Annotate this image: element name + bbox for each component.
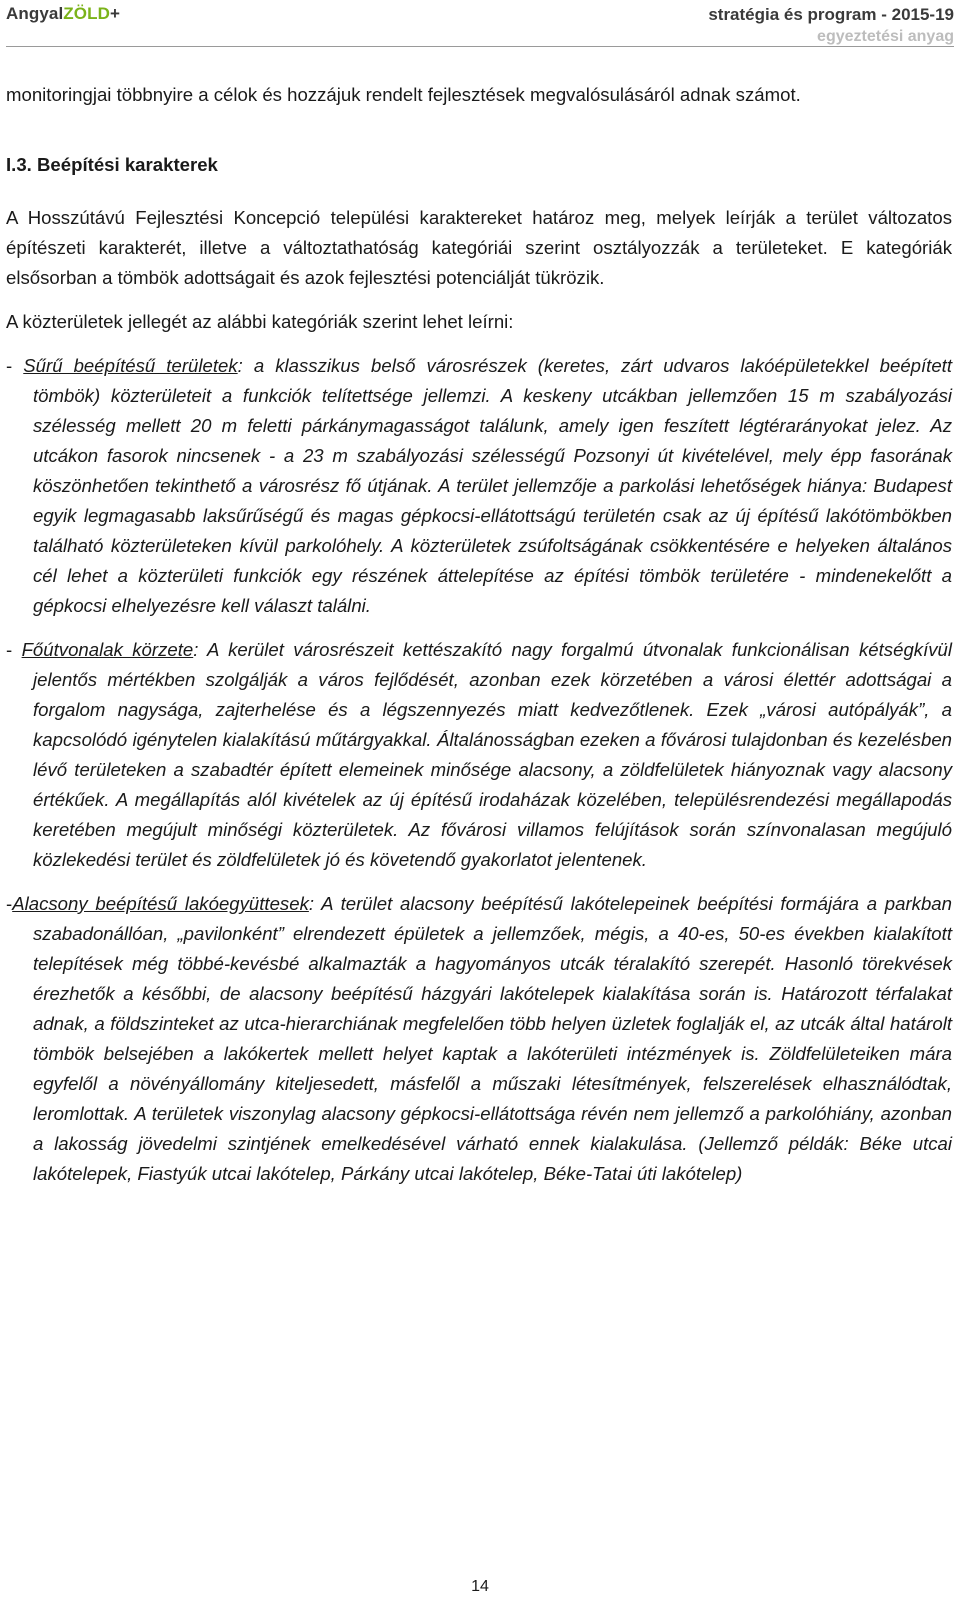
- list-item-main-roads: [6, 635, 952, 875]
- list-item-low-density-housing: [6, 889, 952, 1189]
- section-heading: I.3. Beépítési karakterek: [6, 154, 218, 175]
- list-item-term: Alacsony beépítésű lakóegyüttesek: [12, 893, 309, 914]
- list-item-term: Főútvonalak körzete: [21, 639, 194, 660]
- document-subtitle: egyeztetési anyag: [817, 28, 954, 45]
- brand-plus: +: [109, 4, 120, 23]
- document-body: [6, 80, 952, 1189]
- list-item-text: : A kerület városrészeit kettészakító nagy forgalmú útvonalak funkcionálisan kétségkívül jelentős mértékben szolgálják a város fejlődését, azonban ezek körzetében a városi élettér adottságai a forgalom nagysága, zajterhelése és a légszennyezés miatt kedvezőtlenek. Ezek „városi autópályák”, a kapcsolódó igénytelen kialakítású műtárgyakkal. Általánosságban ezeken a fővárosi tulajdonban és kezelésben lévő területeken a szabadtér épített elemeinek minősége alacsony, a zöldfelületek hiányoznak vagy alacsony értékűek. A megállapítás alól kivételek az új építésű irodaházak közelében, településrendezési megállapodás keretében megújult minőségi közterületek. Az fővárosi villamos felújítások során színvonalasan megújuló közlekedési terület és zöldfelületek jó és követendő gyakorlatot jelentenek.: [33, 639, 953, 870]
- list-item-term: Sűrű beépítésű területek: [23, 355, 238, 376]
- list-dash: -: [6, 893, 13, 914]
- list-item-text: : A terület alacsony beépítésű lakótelepeinek beépítési formájára a parkban szabadonállóan, „pavilonként” elrendezett épületek a jellemzőek, mégis, a 40-es, 50-es években kialakított telepítések még többé-kevésbé alkalmazták a hagyományos utcák téralakító szerepét. Hasonló törekvések érezhetők a későbbi, de alacsony beépítésű házgyári lakótelepek kialakítása során is. Határozott térfalakat adnak, a földszinteket az utca-hierarchiának megfelelően több helyen üzletek foglalják el, az utcák által határolt tömbök belsejében a lakókertek mellett helyet kaptak a lakóterületi intézmények is. Zöldfelületeiken mára egyfelől a növényállomány kiteljesedett, másfelől a műszaki létesítmények, felszerelések elhasználódtak, leromlottak. A területek viszonylag alacsony gépkocsi-ellátottsága révén nem jellemző a parkolóhiány, azonban a lakosság jövedelmi szintjének emelkedésével várható ennek kialakulása. (Jellemző példák: Béke utcai lakótelepek, Fiastyúk utcai lakótelep, Párkány utcai lakótelep, Béke-Tatai úti lakótelep): [33, 893, 952, 1184]
- paragraph-categories-intro: A közterületek jellegét az alábbi kategóriák szerint lehet leírni:: [6, 311, 514, 332]
- list-item-dense-areas: [6, 351, 952, 621]
- page-number: 14: [471, 1578, 489, 1595]
- document-title: stratégia és program - 2015-19: [708, 5, 954, 24]
- brand-name-zold: ZÖLD: [63, 4, 110, 23]
- list-item-text: : a klasszikus belső városrészek (keretes, zárt udvaros lakóépületekkel beépített tömbök) közterületeit a funkciók telítettsége jellemzi. A keskeny utcákban jellemzően 15 m szabályozási szélesség mellett 20 m feletti párkánymagasságot találunk, amely igen feszített légtérarányokat jelez. Az utcákon fasorok nincsenek - a 23 m szabályozási szélességű Pozsonyi út kivételével, mely épp fasorának köszönhetően tekinthető a városrész fő útjának. A terület jellemzője a parkolási lehetőségek hiánya: Budapest egyik legmagasabb laksűrűségű és magas gépkocsi-ellátottságú területén csak az új építésű lakótömbökben található közterületeken kívül parkolóhely. A közterületek zsúfoltságának csökkentésére e helyeken általános cél lehet a közterületi funkciók egy részének áttelepítése az építési tömbök területére - mindenekelőtt a gépkocsi elhelyezésre kell választ találni.: [33, 355, 953, 616]
- brand-name-angyal: Angyal: [6, 4, 64, 23]
- page-header: [6, 0, 954, 47]
- intro-paragraph: monitoringjai többnyire a célok és hozzájuk rendelt fejlesztések megvalósulásáról adnak számot.: [6, 84, 801, 105]
- brand-logo: [6, 4, 120, 24]
- list-dash: -: [6, 355, 13, 376]
- list-dash: -: [6, 639, 13, 660]
- header-title-block: [708, 4, 954, 48]
- paragraph-concept: A Hosszútávú Fejlesztési Koncepció települési karaktereket határoz meg, melyek leírják a terület változatos építészeti karakterét, illetve a változtathatóság kategóriái szerint osztályozzák a területeket. E kategóriák elsősorban a tömbök adottságait és azok fejlesztési potenciálját tükrözik.: [6, 207, 952, 288]
